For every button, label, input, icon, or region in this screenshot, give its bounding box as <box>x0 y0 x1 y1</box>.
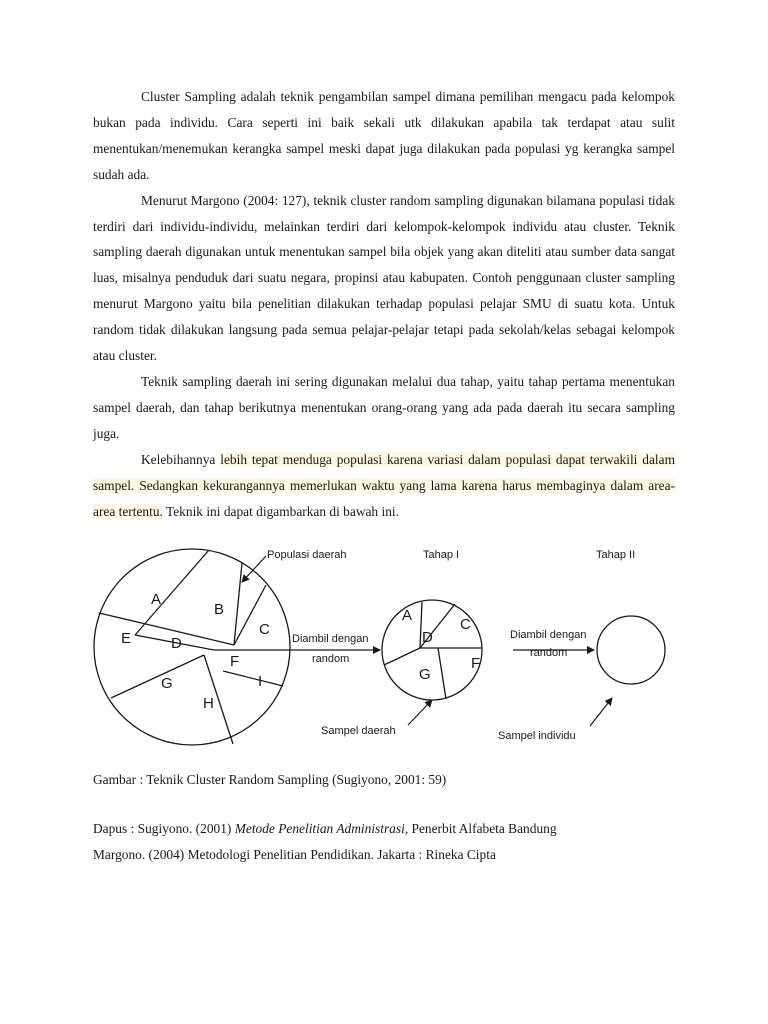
tahap-1-label: Tahap I <box>423 549 460 561</box>
references <box>93 816 693 868</box>
arrow-random-1-line1: Diambil dengan <box>292 633 369 645</box>
paragraph-4-end: Teknik ini dapat digambarkan di bawah ini. <box>162 503 399 519</box>
reference-1-title: Metode Penelitian Administrasi <box>234 821 405 836</box>
reference-1-prefix: Dapus : Sugiyono. (2001) <box>93 821 235 836</box>
sample-region-D: D <box>422 629 433 646</box>
sample-region-F: F <box>471 655 481 672</box>
paragraph-1: Cluster Sampling adalah teknik pengambilan sampel dimana pemilihan mengacu pada kelompok bukan pada individu. Cara seperti ini baik sekali utk dilakukan apabila tak terdapat atau sulit menentukan/menemukan kerangka sampel meski dapat juga dilakukan pada populasi yg kerangka sampel sudah ada. <box>93 89 675 182</box>
sampel-daerah-arrow <box>408 700 432 725</box>
body-text <box>93 84 675 524</box>
sampel-individu-arrow <box>590 698 612 726</box>
region-A: A <box>151 591 162 608</box>
sample-region-C: C <box>460 616 471 633</box>
sampel-individu-label: Sampel individu <box>498 730 576 742</box>
reference-1-suffix: , Penerbit Alfabeta Bandung <box>404 821 557 836</box>
figure-caption: Gambar : Teknik Cluster Random Sampling (Sugiyono, 2001: 59) <box>93 772 447 787</box>
paragraph-2: Menurut Margono (2004: 127), teknik cluster random sampling digunakan bilamana populasi tidak terdiri dari individu-individu, melainkan terdiri dari kelompok-kelompok individu atau cluster. Teknik sampling daerah digunakan untuk menentukan sampel bila objek yang akan diteliti atau sumber data sangat luas, misalnya penduduk dari suatu negara, propinsi atau kabupaten. Contoh penggunaan cluster sampling menurut Margono yaitu bila penelitian dilakukan terhadap populasi pelajar SMU di suatu kota. Untuk random tidak dilakukan langsung pada semua pelajar-pelajar tetapi pada sekolah/kelas sebagai kelompok atau cluster. <box>93 192 675 364</box>
tahap-2-label: Tahap II <box>596 549 636 561</box>
region-B: B <box>214 601 225 618</box>
diagram <box>90 540 690 760</box>
region-E: E <box>121 630 132 647</box>
cluster-sampling-figure <box>90 540 690 760</box>
sample-region-A: A <box>402 607 413 624</box>
reference-1 <box>93 816 693 842</box>
paragraph-4-start: Kelebihannya <box>141 451 221 467</box>
region-G: G <box>161 675 173 692</box>
arrow-random-2-line2: random <box>530 647 568 659</box>
arrow-random-2-line1: Diambil dengan <box>510 629 587 641</box>
region-C: C <box>259 621 270 638</box>
region-I: I <box>258 673 263 690</box>
paragraph-3: Teknik sampling daerah ini sering digunakan melalui dua tahap, yaitu tahap pertama menentukan sampel daerah, dan tahap berikutnya menentukan orang-orang yang ada pada daerah itu secara sampling juga. <box>93 373 675 441</box>
sample-region-G: G <box>419 666 431 683</box>
population-circle <box>94 549 290 745</box>
region-F: F <box>230 653 240 670</box>
sample-individual-circle <box>597 616 665 684</box>
reference-2: Margono. (2004) Metodologi Penelitian Pendidikan. Jakarta : Rineka Cipta <box>93 847 496 862</box>
populasi-daerah-label: Populasi daerah <box>267 549 347 561</box>
sampel-daerah-label: Sampel daerah <box>321 725 396 737</box>
region-D: D <box>171 635 182 652</box>
highlighted-text: lebih tepat menduga populasi karena variasi dalam populasi dapat terwakili dalam sampel. Sedangkan kekurangannya memerlukan waktu yang lama karena harus membaginya dalam area-area tertentu. <box>93 451 675 519</box>
region-H: H <box>203 695 214 712</box>
paragraph-4 <box>93 447 675 525</box>
population-regions <box>121 591 270 712</box>
sample-area-circle <box>382 600 482 700</box>
arrow-random-1-line2: random <box>312 653 350 665</box>
